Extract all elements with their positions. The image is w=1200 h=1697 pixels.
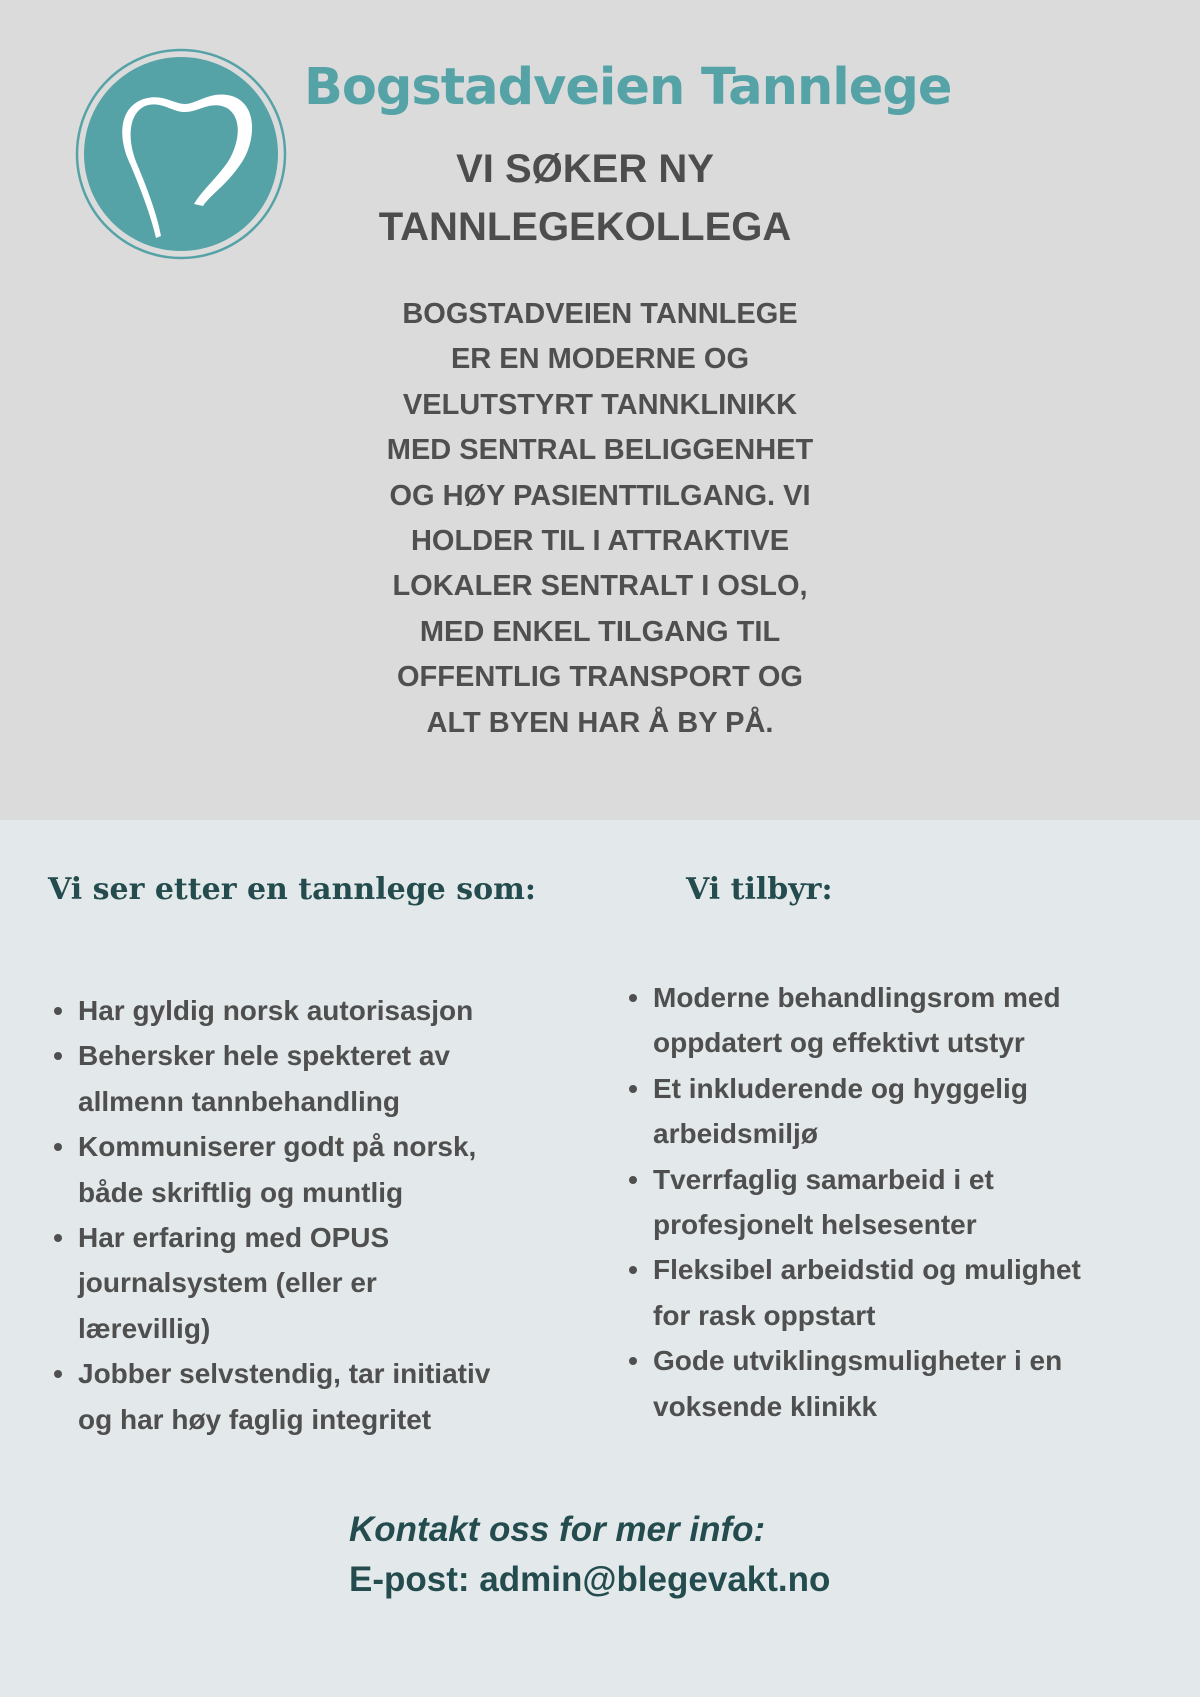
- intro-line: ALT BYEN HAR Å BY PÅ.: [426, 706, 774, 739]
- offers-list: [623, 975, 1173, 1429]
- intro-line: MED ENKEL TILGANG TIL: [419, 615, 781, 648]
- list-item-text: voksende klinikk: [653, 1390, 878, 1422]
- list-item: [78, 1215, 578, 1351]
- list-item-text: og har høy faglig integritet: [78, 1403, 432, 1435]
- list-item-text: både skriftlig og muntlig: [78, 1176, 404, 1208]
- list-item-text: oppdatert og effektivt utstyr: [653, 1027, 1025, 1059]
- list-item-text: Har gyldig norsk autorisasjon: [78, 995, 474, 1026]
- list-item-text: allmenn tannbehandling: [78, 1085, 401, 1117]
- contact-email[interactable]: E-post: admin@blegevakt.no: [349, 1560, 831, 1599]
- intro-line: HOLDER TIL I ATTRAKTIVE: [410, 525, 790, 558]
- list-item: [653, 975, 1173, 1066]
- list-item-text: Et inkluderende og hyggelig: [653, 1072, 1028, 1104]
- list-item: [78, 1124, 578, 1215]
- requirements-heading: Vi ser etter en tannlege som:: [48, 872, 536, 907]
- list-item-text: Behersker hele spekteret av: [78, 1040, 450, 1072]
- offers-heading: Vi tilbyr:: [686, 872, 833, 907]
- list-item-text: Fleksibel arbeidstid og mulighet: [653, 1254, 1081, 1286]
- intro-line: MED SENTRAL BELIGGENHET: [386, 434, 814, 467]
- list-item: [653, 1247, 1173, 1338]
- list-item-text: Tverrfaglig samarbeid i et: [653, 1163, 994, 1195]
- list-item: [78, 1033, 578, 1124]
- headline-line: TANNLEGEKOLLEGA: [378, 205, 792, 249]
- list-item-text: profesjonelt helsesenter: [653, 1209, 977, 1241]
- list-item-text: Moderne behandlingsrom med: [653, 982, 1061, 1013]
- intro-line: LOKALER SENTRALT I OSLO,: [392, 570, 808, 603]
- list-item-text: Jobber selvstendig, tar initiativ: [78, 1358, 491, 1390]
- requirements-list: [48, 988, 578, 1442]
- contact-label: Kontakt oss for mer info:: [349, 1510, 766, 1549]
- list-item: [653, 1338, 1173, 1429]
- list-item-text: for rask oppstart: [653, 1299, 876, 1331]
- list-item: [78, 988, 578, 1033]
- list-item: [653, 1157, 1173, 1248]
- list-item-text: Kommuniserer godt på norsk,: [78, 1131, 477, 1163]
- intro-line: BOGSTADVEIEN TANNLEGE: [402, 298, 798, 330]
- intro-line: ER EN MODERNE OG: [450, 343, 750, 376]
- list-item: [78, 1351, 578, 1442]
- headline-line: VI SØKER NY: [456, 147, 714, 191]
- list-item-text: Gode utviklingsmuligheter i en: [653, 1345, 1063, 1377]
- tooth-icon: [75, 48, 287, 260]
- list-item: [653, 1066, 1173, 1157]
- list-item-text: journalsystem (eller er: [78, 1267, 377, 1299]
- list-item-text: lærevillig): [78, 1312, 211, 1344]
- clinic-name: Bogstadveien Tannlege: [304, 58, 952, 117]
- page-title: [330, 140, 840, 256]
- list-item-text: Har erfaring med OPUS: [78, 1222, 390, 1254]
- intro-line: OFFENTLIG TRANSPORT OG: [397, 661, 803, 694]
- list-item-text: arbeidsmiljø: [653, 1118, 818, 1150]
- intro-paragraph: [330, 292, 870, 746]
- intro-line: OG HØY PASIENTTILGANG. VI: [389, 479, 811, 512]
- intro-line: VELUTSTYRT TANNKLINIKK: [402, 388, 798, 421]
